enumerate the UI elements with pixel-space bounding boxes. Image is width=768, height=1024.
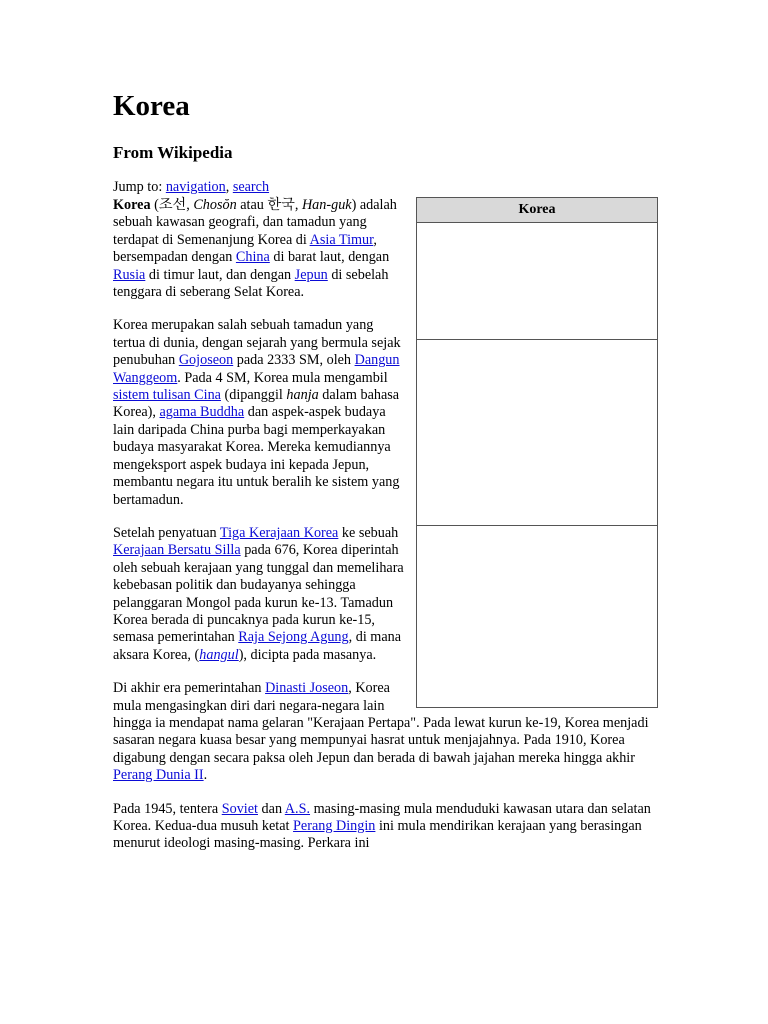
text-run: di barat laut, dengan — [269, 249, 390, 266]
text-run: . — [203, 767, 208, 784]
text-run: ) adalah sebuah kawasan geografi, dan tamadun yang terdapat di Semenanjung Korea di — [113, 197, 397, 248]
search-link[interactable]: search — [232, 179, 270, 195]
jump-label: Jump to: — [113, 179, 166, 195]
text-run: (조선, — [150, 197, 194, 213]
navigation-link[interactable]: navigation — [165, 179, 226, 195]
link-tiga-kerajaan-korea[interactable]: Tiga Kerajaan Korea — [219, 524, 339, 541]
text-run: dan — [258, 800, 285, 817]
jump-to-bar — [113, 179, 643, 196]
text-run: di timur laut, dan dengan — [145, 266, 295, 283]
text-run: Korea merupakan salah sebuah tamadun yang tertua di dunia, dengan sejarah yang bermula sejak penubuhan — [113, 317, 401, 369]
page-subtitle: From Wikipedia — [113, 143, 233, 162]
link-rusia[interactable]: Rusia — [113, 266, 146, 283]
text-run: pada 676, Korea diperintah oleh sebuah kerajaan yang tunggal dan memelihara kebebasan politik dan budayanya sehingga pelanggaran Mongol pada kurun ke-13. Tamadun Korea berada di puncaknya pada kurun ke-15, semasa pemerintahan — [113, 542, 404, 646]
infobox-image-cell — [417, 223, 657, 340]
link-dangun-wanggeom[interactable]: Dangun Wanggeom — [113, 352, 400, 386]
page-title: Korea — [113, 90, 190, 122]
text-run: dan aspek-aspek budaya lain daripada China purba bagi memperkayakan budaya masyarakat Korea. Mereka kemudiannya mengeksport aspek budaya ini kepada Jepun, membantu negara itu untuk beralih ke sistem yang bertamadun. — [113, 404, 400, 508]
text-run: , Korea mula mengasingkan diri dari negara-negara lain hingga ia mendapat nama gelaran "Kerajaan Pertapa". Pada lewat kurun ke-19, Korea menjadi sasaran negara kuasa besar yang mempunyai hasrat untuk menjajahnya. Pada 1910, Korea digabung dengan secara paksa oleh Jepun dan berada di bawah jajahan mereka hingga akhir — [113, 680, 649, 766]
link-perang-dingin[interactable]: Perang Dingin — [293, 818, 376, 834]
link-hangul[interactable]: hangul — [199, 646, 239, 663]
text-run: Pada 1945, tentera — [113, 800, 222, 817]
link-agama-buddha[interactable]: agama Buddha — [159, 404, 245, 421]
text-run: masing-masing mula menduduki kawasan utara dan selatan Korea. Kedua-dua musuh ketat — [113, 800, 651, 834]
link-dinasti-joseon[interactable]: Dinasti Joseon — [265, 680, 349, 697]
link-raja-sejong-agung[interactable]: Raja Sejong Agung — [238, 629, 349, 646]
text-run: . Pada 4 SM, Korea mula mengambil — [177, 369, 388, 386]
text-run: di sebelah tenggara di seberang Selat Korea. — [113, 266, 389, 301]
text-run: ), dicipta pada masanya. — [238, 646, 377, 663]
text-run: dalam bahasa Korea), — [113, 387, 400, 421]
link-china[interactable]: China — [235, 249, 270, 266]
link-gojoseon[interactable]: Gojoseon — [178, 352, 234, 369]
link-sistem-tulisan-cina[interactable]: sistem tulisan Cina — [113, 387, 221, 404]
link-asia-timur[interactable]: Asia Timur — [309, 231, 374, 248]
romanization: Chosŏn — [193, 197, 237, 213]
text-run: (dipanggil — [220, 387, 287, 404]
infobox — [416, 197, 658, 708]
jump-separator: , — [225, 179, 233, 195]
paragraph-1945 — [113, 801, 660, 853]
link-jepun[interactable]: Jepun — [294, 266, 328, 283]
infobox-image-cell — [417, 526, 657, 708]
link-perang-dunia-ii[interactable]: Perang Dunia II — [113, 767, 204, 784]
link-kerajaan-bersatu-silla[interactable]: Kerajaan Bersatu Silla — [113, 542, 241, 559]
text-run: Setelah penyatuan — [113, 524, 220, 541]
text-run: , bersempadan dengan — [113, 231, 377, 266]
text-run: atau 한국, — [236, 197, 302, 213]
text-run: , di mana aksara Korea, ( — [113, 629, 402, 663]
text-run: pada 2333 SM, oleh — [233, 352, 355, 369]
link-soviet[interactable]: Soviet — [221, 800, 258, 817]
text-run: ini mula mendirikan kerajaan yang berasingan menurut ideologi masing-masing. Perkara ini — [113, 818, 642, 852]
article-subject: Korea — [113, 197, 151, 213]
infobox-image-cell — [417, 340, 657, 526]
infobox-title: Korea — [417, 198, 657, 223]
term-hanja: hanja — [286, 387, 319, 404]
text-run: ke sebuah — [338, 524, 399, 541]
text-run: Di akhir era pemerintahan — [113, 680, 266, 697]
romanization: Han-guk — [301, 197, 352, 213]
link-as[interactable]: A.S. — [284, 800, 311, 817]
